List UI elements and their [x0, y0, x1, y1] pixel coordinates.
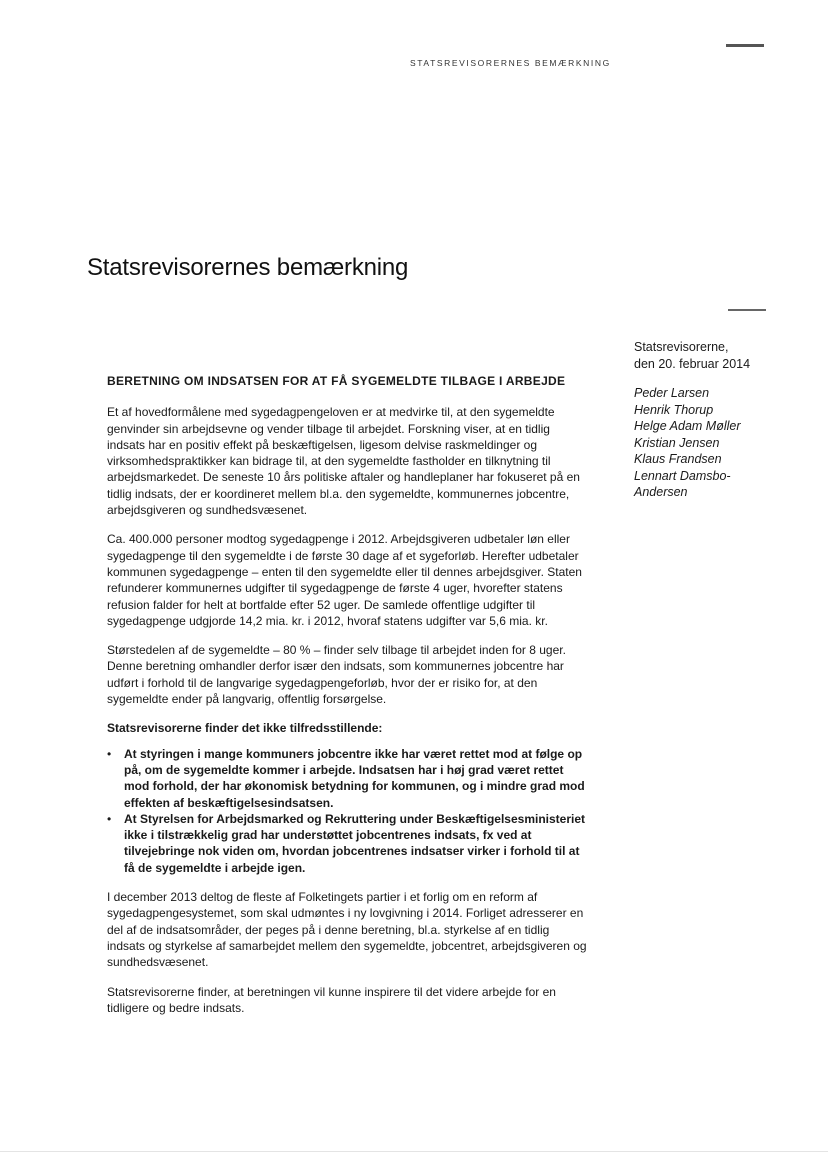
paragraph-figures: Ca. 400.000 personer modtog sygedagpenge i 2012. Arbejdsgiveren udbetaler løn eller sygedagpenge til den sygemeldte i de første 30 dage af et sygeforløb. Herefter udbetaler kommunen sygedagpenge – enten til den sygemeldte eller til dennes arbejdsgiver. Staten refunderer kommunernes udgifter til sygedagpenge de første 4 uger, hvorefter statens refusion falder for helt at bortfalde efter 52 uger. De samlede offentlige udgifter til sygedagpenge udgjorde 14,2 mia. kr. i 2012, hvoraf statens udgifter var 5,6 mia. kr.: [107, 532, 582, 628]
signature-sidebar: [634, 339, 784, 501]
findings-lead: Statsrevisorerne finder det ikke tilfredsstillende:: [107, 721, 383, 736]
sidebar-org: Statsrevisorerne,: [634, 340, 729, 354]
signer-list: [634, 385, 784, 501]
paragraph-conclusion: Statsrevisorerne finder, at beretningen vil kunne inspirere til det videre arbejde for en tidligere og bedre indsats.: [107, 984, 556, 1015]
findings-list: [107, 746, 587, 876]
signer-name: Klaus Frandsen: [634, 452, 722, 466]
bullet-icon: •: [107, 746, 112, 761]
main-body: [107, 373, 587, 1029]
finding-text: At styringen i mange kommuners jobcentre ikke har været rettet mod at følge op på, om de sygemeldte kommer i arbejde. Indsatsen har i høj grad været rettet mod forhold, der har økonomisk betydning for kommunen, og i mindre grad mod effekten af beskæftigelsesindsatsen.: [124, 746, 585, 810]
signer-name: Andersen: [634, 485, 688, 499]
signer-name: Lennart Damsbo-: [634, 468, 731, 483]
header-rule: [726, 44, 764, 47]
running-head: STATSREVISORERNES BEMÆRKNING: [410, 58, 611, 68]
signer-name: Helge Adam Møller: [634, 419, 741, 433]
paragraph-scope: Størstedelen af de sygemeldte – 80 % – finder selv tilbage til arbejdet inden for 8 uger. Denne beretning omhandler derfor især den indsats, som kommunernes jobcentre har udført i forhold til de langvarige sygedagpengeforløb, hvor der er risiko for, at den sygemeldte ender på langvarig, offentlig forsørgelse.: [107, 643, 566, 707]
bullet-icon: •: [107, 811, 112, 826]
finding-item: [107, 811, 587, 876]
signer-name: Peder Larsen: [634, 386, 710, 400]
paragraph-reform: I december 2013 deltog de fleste af Folketingets partier i et forlig om en reform af sygedagpengesystemet, som skal udmøntes i ny lovgivning i 2014. Forliget adresserer en del af de indsatsområder, der peges på i denne beretning, bl.a. styrkelse af en tidlig indsats og styrkelse af samarbejdet mellem den sygemeldte, jobcentret, arbejdsgiveren og sundhedsvæsenet.: [107, 890, 587, 970]
footer-rule: [0, 1151, 828, 1152]
section-heading: BERETNING OM INDSATSEN FOR AT FÅ SYGEMELDTE TILBAGE I ARBEJDE: [107, 374, 566, 388]
sidebar-date: den 20. februar 2014: [634, 356, 751, 371]
signer-name: Henrik Thorup: [634, 402, 714, 417]
page-title: Statsrevisorernes bemærkning: [87, 254, 409, 281]
finding-text: At Styrelsen for Arbejdsmarked og Rekruttering under Beskæftigelsesministeriet ikke i tilstrækkelig grad har understøttet jobcentrenes indsats, fx ved at tilvejebringe nok viden om, hvordan jobcentrenes indsatser virker i forhold til at få de sygemeldte i arbejde igen.: [124, 811, 586, 875]
sidebar-rule: [728, 309, 766, 311]
paragraph-intro: Et af hovedformålene med sygedagpengeloven er at medvirke til, at den sygemeldte genvinder sin arbejdsevne og vender tilbage til arbejdet. Forskning viser, at en tidlig indsats har en positiv effekt på beskæftigelsen, ligesom delvise raskmeldinger og virksomhedspraktikker kan bidrage til, at den sygemeldte fastholder en tilknytning til arbejdsmarkedet. De seneste 10 års politiske aftaler og handleplaner har fokuseret på en tidlig indsats, der er koordineret mellem bl.a. den sygemeldte, kommunernes jobcentre, arbejdsgiveren og sundhedsvæsenet.: [107, 405, 580, 518]
finding-item: [107, 746, 587, 811]
signer-name: Kristian Jensen: [634, 435, 720, 450]
